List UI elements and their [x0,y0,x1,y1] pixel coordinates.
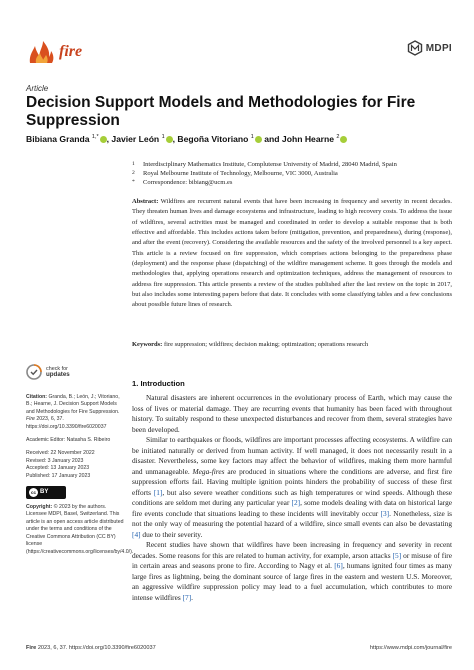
author-name[interactable]: Bibiana Granda [26,134,92,144]
citation-label: Citation: [26,394,48,400]
page-header [22,36,452,76]
citation-journal: Fire [26,416,35,423]
date-label: Revised: [26,457,48,464]
affiliation-text: Royal Melbourne Institute of Technology, Melbourne, VIC 3000, Australia [143,170,338,177]
paragraph-text: Recent studies have shown that wildfires have been increasing in frequency and severity in recent decades. Some reasons for this are related to human activity, for example, arson attacks [132,540,452,560]
author-name[interactable]: Begoña Vitoriano [177,134,251,144]
abstract-text: Wildfires are recurrent natural events that have been increasing in frequency and severity in recent decades. They threaten human lives and damage ecosystems and infrastructure, leading to high recovery costs. To address the issue of wildfires, several activities must be managed and coordinated in order to develop a suitable response that is both effective and affordable. This includes actions taken before (mitigation, prevention, and preparedness), during (response), and after the event (recovery). Considering the available resources and the safety of the involved personnel is a key aspect. This article is a review focused on fire suppression, which comprises actions belonging to the preparedness phase (deployment) and the response phase (dispatching) of the wildfire management scheme. It goes through the models and methodologies that, applying operations research and optimization techniques, address the management of resources to address fire suppression. This article presents a review of the studies published after the last review on the topic in 2017, but also includes some interesting papers before that date. It concludes with some classifying tables and a few conclusions about possible future lines of research. [132,198,452,309]
paragraph [132,435,452,540]
citation-link[interactable]: [2] [291,498,301,507]
publisher-logo[interactable] [407,40,452,56]
citation-link[interactable]: [4] [132,529,141,539]
author-separator: , [172,134,178,144]
paragraph-text: . [191,592,193,602]
emphasis: Mega-fires [192,466,225,476]
paragraph-text: Natural disasters are inherent occurrences in the evolutionary process of Earth, which may cause the loss of lives or material damage. They are recurring events that humanity has been faced with throughout history. To suitably respond to these unexpected disturbances and recover from them, several strategies have been developed. [132,393,452,434]
section-heading: 1. Introduction [132,379,185,388]
footer-journal: Fire [26,645,37,651]
paragraph-text: are produced in situations where the conditions are adverse, and first fire suppression efforts fail. Having multiple ignition points hinders the probability of success of these first efforts [132,466,453,497]
date-value: 3 January 2023 [47,457,84,464]
academic-editor [26,437,124,444]
author-separator: and [261,134,282,144]
affiliation-row [132,160,452,169]
abstract [132,197,452,311]
keywords [132,340,452,349]
page-footer [26,645,452,651]
author-affiliation-marker: 1,* [91,134,99,141]
publisher-name: MDPI [425,42,452,54]
affiliations [132,160,452,187]
affiliation-text: Correspondence: bibiang@ucm.es [143,179,233,186]
date-row [26,473,124,480]
keywords-text: fire suppression; wildfires; decision making; optimization; operations research [163,341,369,348]
citation-link[interactable]: [5] [392,550,402,560]
copyright-text: © 2023 by the authors. Licensee MDPI, Basel, Switzerland. This article is an open access article distributed under the terms and conditions of the Creative Commons Attribution (CC BY) license (https://creativecommons.org/licenses/by/4.0/). [26,504,134,555]
author-affiliation-marker: 1 [250,134,254,141]
citation [26,394,124,431]
paragraph [132,393,452,435]
footer-journal-link[interactable]: https://www.mdpi.com/journal/fire [369,645,452,651]
publication-dates [26,450,124,480]
abstract-label: Abstract: [132,198,159,205]
citation-doi-link[interactable]: 2023, 6, 37. https://doi.org/10.3390/fire6020037 [26,416,107,430]
date-label: Received: [26,450,51,457]
editor-name: Natasha S. Ribeiro [66,437,111,444]
journal-logo[interactable] [28,40,98,66]
affiliation-number: 1 [132,161,135,167]
affiliation-text: Interdisciplinary Mathematics Institute, Complutense University of Madrid, 28040 Madrid, Spain [143,161,397,168]
copyright-label: Copyright: [26,504,53,511]
date-value: 22 November 2022 [50,450,95,457]
check-for-updates-icon [26,364,42,380]
affiliation-number: * [132,179,135,185]
sidebar [26,364,134,562]
article-type: Article [26,84,49,93]
cc-license-label: BY [40,488,49,495]
author-name[interactable]: John Hearne [281,134,337,144]
author-separator: , [106,134,112,144]
check-for-updates-line1: check for [46,365,68,372]
copyright [26,504,134,556]
affiliation-number: 2 [132,170,135,176]
paragraph-text: Similar to earthquakes or floods, wildfires are important processes affecting ecosystems. A wildfire can be initiated naturally or derived from human activity. If well managed, it does not necessarily result in a disaster. Nevertheless, some key factors may affect the behavior of wildfires, making them more harmful and unmanageable. [132,435,452,476]
journal-name: fire [59,43,83,60]
orcid-icon[interactable] [100,136,107,143]
keywords-label: Keywords: [132,341,163,348]
affiliation-row [132,178,452,187]
cc-license-badge[interactable] [26,486,66,499]
author-affiliation-marker: 2 [336,134,340,141]
author-name[interactable]: Javier León [111,134,162,144]
citation-link[interactable]: [3] [380,508,390,518]
cc-icon: cc [30,490,36,496]
paragraph [132,540,452,603]
paragraph-text: or misuse of fire in certain areas and seasons prone to fire. According to Nagy et al. [132,550,452,570]
citation-text: Granda, B.; León, J.; Vitoriano, B.; Hearne, J. Decision Support Models and Methodologies for Fire Suppression. [26,394,120,415]
date-row [26,465,124,472]
date-label: Accepted: [26,465,51,472]
paragraph-text: , but also severe weather conditions such as high temperatures or wind speeds. Although these conditions are seldom met during any particular year [132,487,452,507]
author-list [26,134,446,144]
date-row [26,450,124,457]
paragraph-text: . Nonetheless, size is not the only way of measuring the potential hazard of a wildfire, since small events can also be devastating [132,508,452,528]
affiliation-row [132,169,452,178]
footer-citation [26,645,156,651]
body-text [132,393,452,603]
orcid-icon[interactable] [255,136,262,143]
citation-link[interactable]: [6] [334,561,343,570]
date-value: 13 January 2023 [50,465,90,472]
orcid-icon[interactable] [166,136,173,143]
paragraph-text: , humans ignited four times as many large fires as lightning, being the dominant source of large fires in the eastern and western U.S. Moreover, an aggressive wildfire suppression policy may lead to a fuel accumulation, which contributes to more intense wildfires [132,561,452,602]
flame-logo-icon [28,40,54,64]
check-for-updates-line2: updates [46,371,70,378]
paragraph-text: due to their severity. [140,529,203,539]
date-label: Published: [26,472,52,479]
date-row [26,458,124,465]
paragraph-text: , some models dealing with data on historical large fire events conclude that situations leading to these incidents will inevitably occur [132,498,452,518]
date-value: 17 January 2023 [51,472,91,479]
article-title: Decision Support Models and Methodologies for Fire Suppression [26,94,416,129]
citation-link[interactable]: [7] [182,592,192,602]
check-for-updates-button[interactable] [26,364,124,380]
orcid-icon[interactable] [340,136,347,143]
mdpi-logo-icon [407,40,423,56]
editor-label: Academic Editor: [26,437,66,444]
check-for-updates-label [46,366,70,379]
footer-doi[interactable]: 2023, 6, 37. https://doi.org/10.3390/fire6020037 [36,645,156,651]
citation-link[interactable]: [1] [153,487,163,497]
author-affiliation-marker: 1 [161,134,165,141]
